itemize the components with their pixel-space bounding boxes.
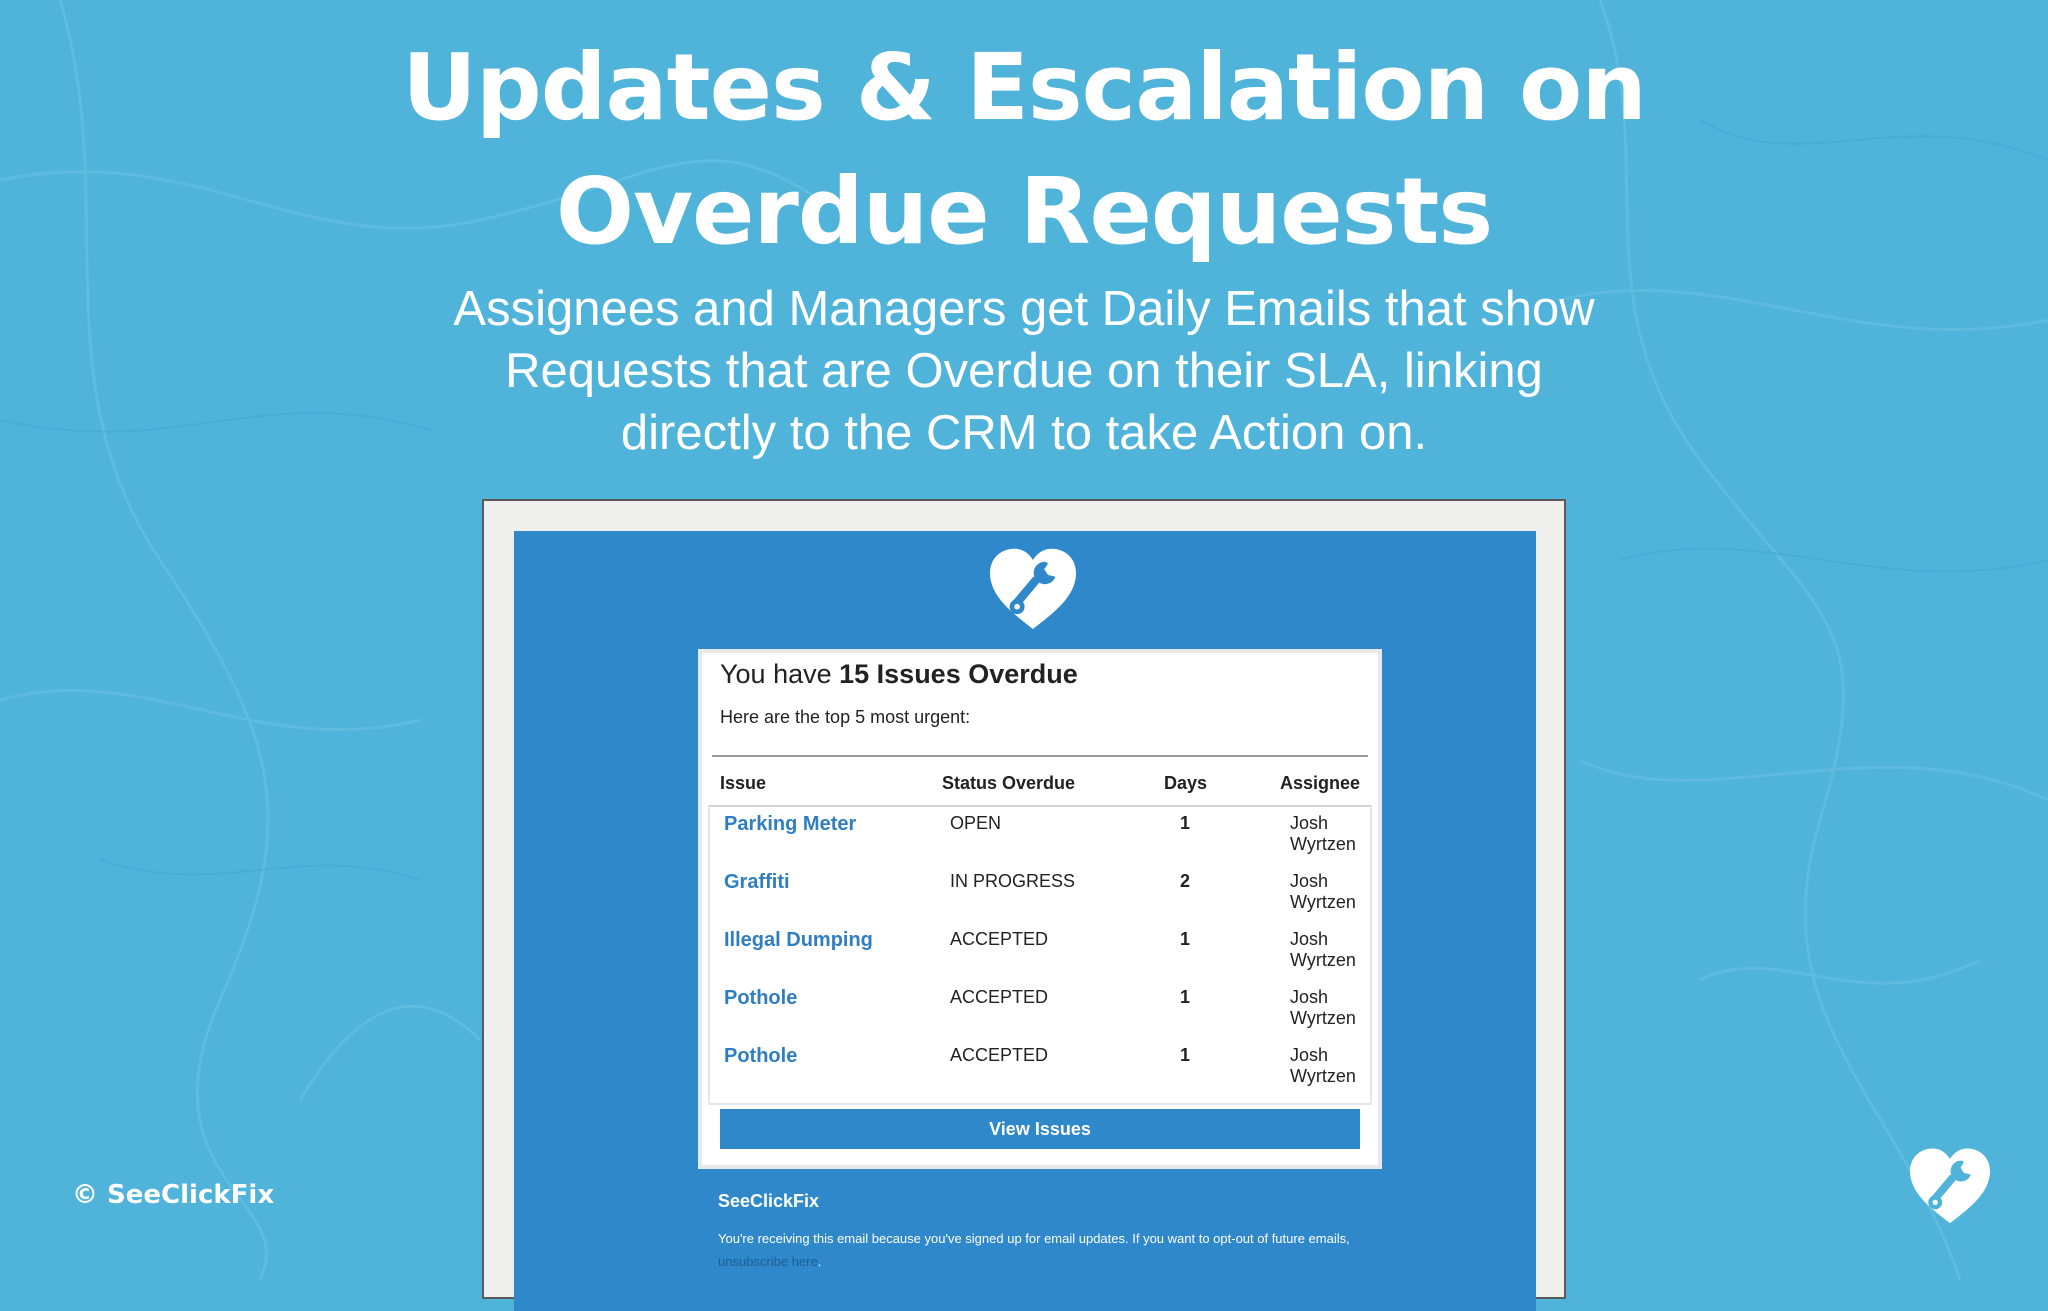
slide-title [0, 26, 2048, 274]
slide-title-line: Overdue Requests [555, 158, 1493, 265]
table-row [710, 865, 1370, 923]
table-header [702, 761, 1378, 805]
issue-assignee: Josh Wyrtzen [1290, 929, 1356, 970]
table-row [710, 807, 1370, 865]
unsubscribe-link[interactable]: unsubscribe here [718, 1254, 818, 1269]
column-header-days: Days [1164, 773, 1208, 793]
email-body [514, 531, 1536, 1311]
issue-status: ACCEPTED [950, 1045, 1049, 1065]
issue-assignee: Josh Wyrtzen [1290, 987, 1356, 1028]
overdue-count: 15 Issues Overdue [839, 659, 1078, 689]
footer-text [718, 1227, 1358, 1273]
heart-wrench-icon [1906, 1145, 1994, 1225]
issue-days: 1 [1180, 929, 1191, 949]
issue-link[interactable]: Parking Meter [724, 813, 857, 835]
heart-wrench-icon [986, 545, 1080, 631]
table-row [710, 923, 1370, 981]
table-row [710, 1039, 1370, 1097]
issue-assignee: Josh Wyrtzen [1290, 1045, 1356, 1086]
overdue-heading [720, 659, 1078, 690]
issue-assignee: Josh Wyrtzen [1290, 871, 1356, 912]
issue-days: 2 [1180, 871, 1191, 891]
issue-days: 1 [1180, 987, 1191, 1007]
issue-days: 1 [1180, 1045, 1191, 1065]
issue-status: ACCEPTED [950, 987, 1049, 1007]
issue-days: 1 [1180, 813, 1191, 833]
issue-status: OPEN [950, 813, 1002, 833]
issue-link[interactable]: Illegal Dumping [724, 929, 873, 951]
issue-link[interactable]: Pothole [724, 1045, 798, 1067]
slide-subtitle-line: Requests that are Overdue on their SLA, linking [505, 344, 1543, 398]
column-header-assignee: Assignee [1280, 773, 1361, 793]
issue-status: ACCEPTED [950, 929, 1049, 949]
email-card [698, 649, 1382, 1169]
issue-assignee: Josh Wyrtzen [1290, 813, 1356, 854]
footer-notice: You're receiving this email because you've signed up for email updates. If you want to opt-out of future emails, [718, 1231, 1350, 1246]
divider [712, 755, 1368, 757]
urgent-subheading: Here are the top 5 most urgent: [720, 707, 971, 727]
issues-table [708, 805, 1372, 1105]
table-row [710, 981, 1370, 1039]
copyright-text: © SeeClickFix [72, 1180, 275, 1210]
slide-subtitle-line: directly to the CRM to take Action on. [620, 406, 1428, 460]
footer-end: . [817, 1254, 822, 1269]
issue-link[interactable]: Graffiti [724, 871, 790, 893]
column-header-issue: Issue [720, 773, 767, 793]
column-header-status: Status Overdue [942, 773, 1076, 793]
email-screenshot-frame [482, 499, 1566, 1299]
overdue-heading-prefix: You have [720, 659, 840, 689]
view-issues-button[interactable]: View Issues [720, 1109, 1360, 1149]
footer-brand: SeeClickFix [718, 1191, 820, 1211]
slide-subtitle-line: Assignees and Managers get Daily Emails that show [453, 282, 1595, 336]
slide-subtitle [0, 278, 2048, 464]
issue-link[interactable]: Pothole [724, 987, 798, 1009]
issue-status: IN PROGRESS [950, 871, 1076, 891]
slide-title-line: Updates & Escalation on [402, 34, 1646, 141]
